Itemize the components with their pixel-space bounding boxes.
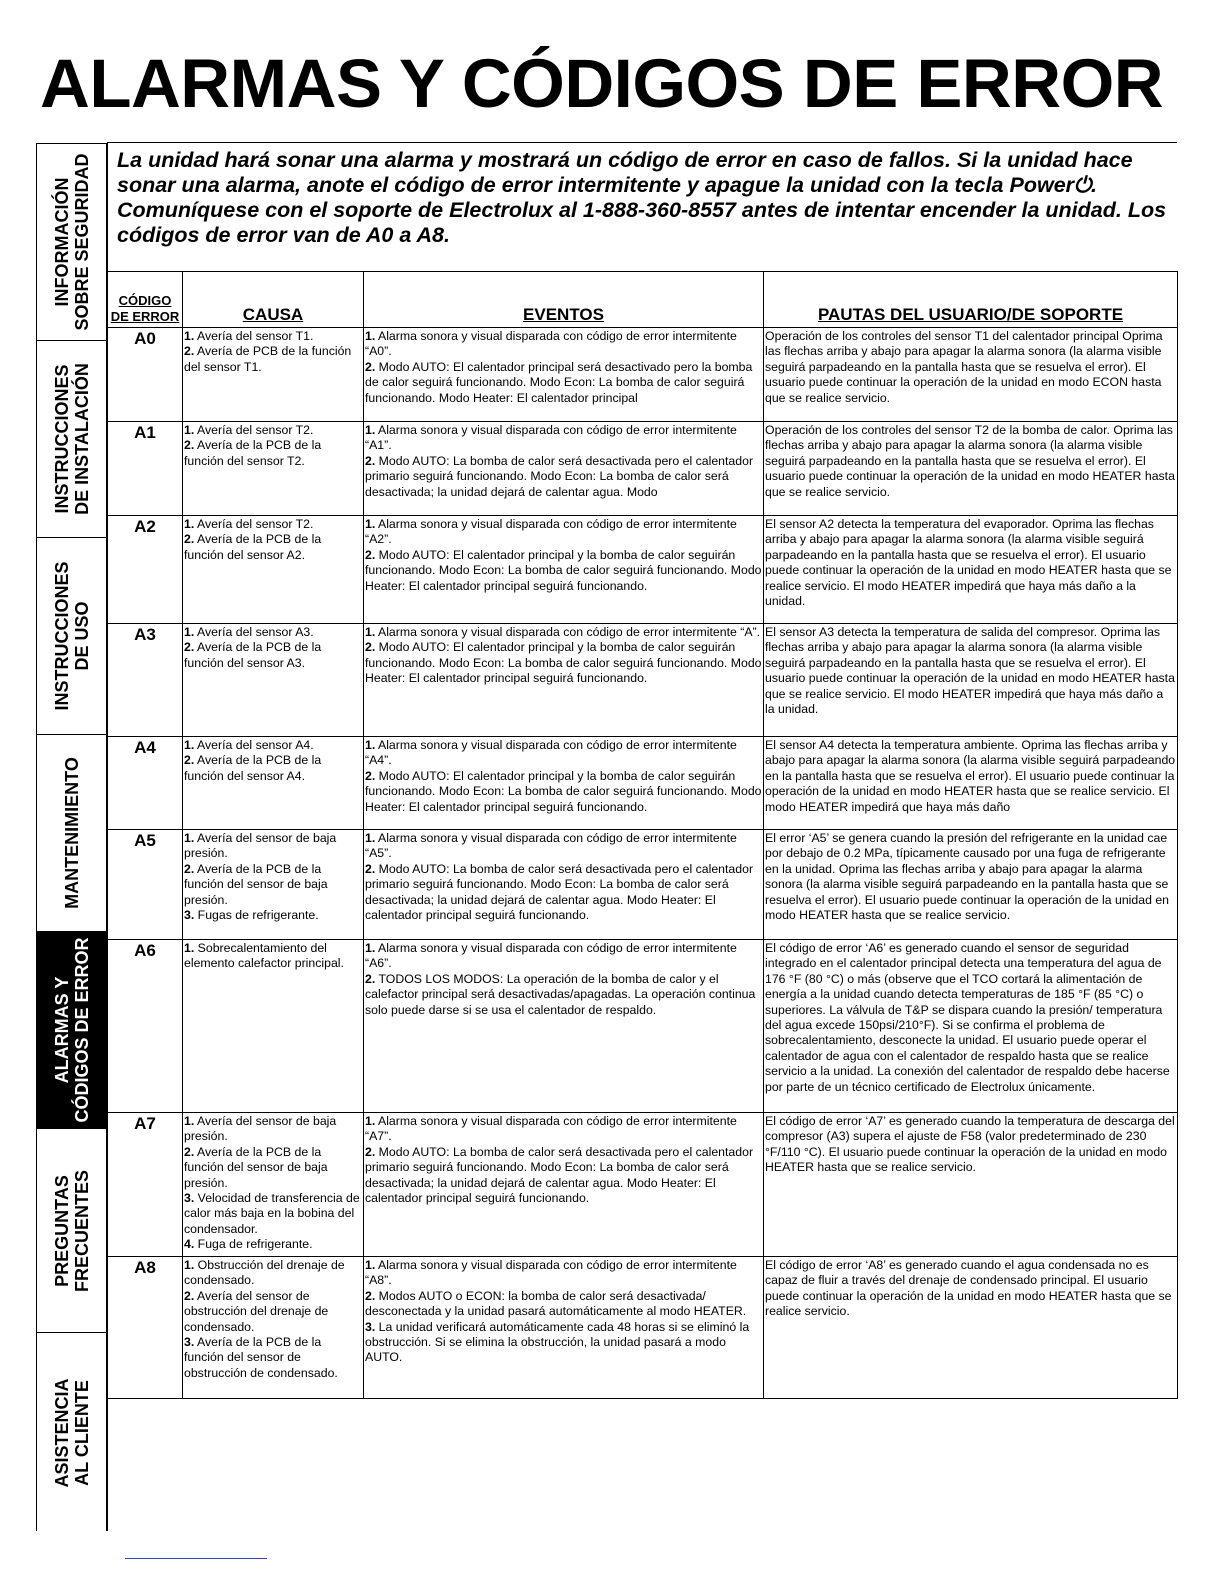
- table-row: [108, 422, 1178, 516]
- header-cause: CAUSA: [183, 272, 364, 328]
- item-number: 2.: [365, 861, 376, 876]
- events-item: [365, 329, 762, 360]
- footer-line: [125, 1558, 267, 1559]
- cause-item: [184, 329, 362, 344]
- item-number: 3.: [184, 1191, 195, 1206]
- item-text: Alarma sonora y visual disparada con código de error intermitente “A6”.: [365, 941, 737, 971]
- item-text: Fugas de refrigerante.: [194, 908, 319, 923]
- table-row: [108, 1113, 1178, 1257]
- cause-cell: [183, 422, 364, 516]
- item-text: Avería de la PCB de la función del sensor de obstrucción de condensado.: [184, 1335, 338, 1380]
- table-row: [108, 624, 1178, 737]
- header-events: EVENTOS: [364, 272, 764, 328]
- guide-cell: Operación de los controles del sensor T2 de la bomba de calor. Oprima las flechas arriba y abajo para apagar la alarma sonora (la alarma visible seguirá parpadeando en la pantalla hasta que se resuelva el error). El usuario puede continuar la operación de la unidad en modo HEATER hasta que se realice servicio.: [764, 422, 1178, 516]
- cause-item: [184, 1335, 362, 1381]
- events-item: [365, 423, 762, 454]
- guide-cell: El código de error ‘A7’ es generado cuando la temperatura de descarga del compresor (A3) supera el ajuste de F58 (valor predeterminado de 230 °F/110 °C). El usuario puede continuar la operación de la unidad en modo HEATER hasta que se realice servicio.: [764, 1113, 1178, 1257]
- item-number: 2.: [365, 971, 376, 986]
- events-item: [365, 738, 762, 769]
- guide-cell: El sensor A4 detecta la temperatura ambiente. Oprima las flechas arriba y abajo para apagar la alarma sonora (la alarma visible seguirá parpadeando en la pantalla hasta que se resuelva el error). El usuario puede continuar la operación de la unidad en modo HEATER hasta que se realice servicio. El modo HEATER impedirá que haya más daño: [764, 737, 1178, 830]
- item-number: 1.: [365, 738, 376, 752]
- item-number: 1.: [365, 1258, 376, 1272]
- events-item: [365, 1114, 762, 1145]
- events-item: [365, 769, 762, 815]
- table-row: [108, 940, 1178, 1113]
- table-row: [108, 1257, 1178, 1399]
- cause-item: [184, 941, 362, 972]
- item-text: Obstrucción del drenaje de condensado.: [184, 1258, 345, 1288]
- events-cell: [364, 1113, 764, 1257]
- guide-cell: El sensor A2 detecta la temperatura del evaporador. Oprima las flechas arriba y abajo para apagar la alarma sonora (la alarma visible seguirá parpadeando en la pantalla hasta que se resuelva el error). El usuario puede continuar la operación de la unidad en modo HEATER hasta que se realice servicio. El modo HEATER impedirá que haya más daño a la unidad.: [764, 516, 1178, 624]
- events-cell: [364, 830, 764, 940]
- item-number: 3.: [184, 1335, 195, 1350]
- cause-cell: [183, 328, 364, 422]
- item-text: Modo AUTO: La bomba de calor será desactivada pero el calentador primario seguirá funcionando. Modo Econ: La bomba de calor será desactivada; la unidad dejará de calentar agua. Modo Heater: El calentador principal seguirá funcionando.: [365, 861, 754, 923]
- cause-cell: [183, 516, 364, 624]
- table-row: [108, 328, 1178, 422]
- item-text: Avería del sensor A4.: [194, 738, 314, 752]
- sidebar-tab-6[interactable]: [37, 1129, 107, 1333]
- item-text: Modo AUTO: El calentador principal y la bomba de calor seguirán funcionando. Modo Econ: La bomba de calor seguirá funcionando. Modo Heater: El calentador principal seguirá funcionando.: [365, 768, 762, 814]
- cause-cell: [183, 830, 364, 940]
- events-item: [365, 972, 762, 1018]
- events-item: [365, 831, 762, 862]
- item-text: Sobrecalentamiento del elemento calefactor principal.: [184, 941, 344, 971]
- item-number: 2.: [365, 359, 376, 374]
- sidebar-tab-2[interactable]: [37, 341, 107, 538]
- error-code: A1: [108, 422, 183, 516]
- sidebar-tab-4[interactable]: [37, 735, 107, 932]
- table-row: [108, 516, 1178, 624]
- item-number: 4.: [184, 1237, 195, 1252]
- table-header-row: [108, 272, 1178, 328]
- item-number: 1.: [365, 517, 376, 531]
- item-text: Alarma sonora y visual disparada con código de error intermitente “A8”.: [365, 1258, 737, 1288]
- item-text: Avería del sensor de baja presión.: [184, 1114, 337, 1144]
- guide-cell: El código de error ‘A6’ es generado cuando el sensor de seguridad integrado en el calentador principal detecta una temperatura del agua de 176 °F (80 °C) o más (observe que el TCO cortará la alimentación de energía a la unidad cuando detecta temperaturas de 185 °F (85 °C) o superiores. La válvula de T&P se dispara cuando la presión/ temperatura del agua excede 150psi/210°F). Si se confirma el problema de sobrecalentamiento, desconecte la unidad. El usuario puede operar el calentador de agua con el calentador de respaldo hasta que se realice servicio a la unidad. La conexión del calentador de respaldo debe hacerse por parte de un técnico certificado de Electrolux únicamente.: [764, 940, 1178, 1113]
- cause-item: [184, 831, 362, 862]
- item-text: Avería del sensor T2.: [194, 423, 314, 437]
- item-text: Modo AUTO: La bomba de calor será desactivada pero el calentador primario seguirá funcionando. Modo Econ: La bomba de calor será desactivada; la unidad dejará de calentar agua. Modo Heater: El calentador principal seguirá funcionando.: [365, 1144, 754, 1206]
- events-item: [365, 1145, 762, 1207]
- cause-cell: [183, 1257, 364, 1399]
- cause-item: [184, 1114, 362, 1145]
- events-cell: [364, 328, 764, 422]
- header-guide: PAUTAS DEL USUARIO/DE SOPORTE: [764, 272, 1178, 328]
- sidebar-tab-3[interactable]: [37, 538, 107, 735]
- cause-item: [184, 738, 362, 753]
- guide-cell: El error ‘A5’ se genera cuando la presión del refrigerante en la unidad cae por debajo de 0.2 MPa, típicamente causado por una fuga de refrigerante en la unidad. Oprima las flechas arriba y abajo para apagar la alarma sonora (la alarma visible seguirá parpadeando en la pantalla hasta que se resuelva el error). El usuario puede continuar la operación de la unidad en modo HEATER hasta que se realice servicio.: [764, 830, 1178, 940]
- item-text: Alarma sonora y visual disparada con código de error intermitente “A4”.: [365, 738, 737, 768]
- item-number: 2.: [365, 1144, 376, 1159]
- events-item: [365, 454, 762, 500]
- events-item: [365, 517, 762, 548]
- item-text: Avería de la PCB de la función del sensor A4.: [184, 753, 322, 783]
- item-number: 1.: [184, 831, 195, 845]
- item-text: Alarma sonora y visual disparada con código de error intermitente “A1”.: [365, 423, 737, 453]
- item-number: 1.: [184, 423, 195, 437]
- cause-item: [184, 344, 362, 375]
- item-number: 1.: [184, 1258, 195, 1272]
- events-item: [365, 1289, 762, 1320]
- item-number: 1.: [365, 941, 376, 955]
- cause-item: [184, 862, 362, 908]
- events-item: [365, 360, 762, 406]
- item-text: Alarma sonora y visual disparada con código de error intermitente “A7”.: [365, 1114, 737, 1144]
- cause-item: [184, 1191, 362, 1237]
- item-text: Fuga de refrigerante.: [194, 1237, 313, 1252]
- sidebar-tab-1[interactable]: [37, 144, 107, 341]
- events-item: [365, 548, 762, 594]
- events-item: [365, 640, 762, 686]
- item-number: 2.: [365, 768, 376, 783]
- events-cell: [364, 940, 764, 1113]
- item-number: 3.: [365, 1319, 376, 1334]
- events-item: [365, 941, 762, 972]
- item-number: 1.: [365, 625, 376, 639]
- cause-item: [184, 625, 362, 640]
- sidebar-tab-label: PREGUNTAS FRECUENTES: [52, 1169, 92, 1292]
- item-number: 2.: [184, 1288, 195, 1303]
- events-cell: [364, 1257, 764, 1399]
- events-item: [365, 1258, 762, 1289]
- item-number: 1.: [184, 625, 195, 639]
- cause-item: [184, 438, 362, 469]
- item-text: Modo AUTO: El calentador principal y la bomba de calor seguirán funcionando. Modo Econ: La bomba de calor seguirá funcionando. Modo Heater: El calentador principal seguirá funcionando.: [365, 640, 762, 686]
- cause-item: [184, 517, 362, 532]
- item-text: Velocidad de transferencia de calor más baja en la bobina del condensador.: [184, 1191, 360, 1236]
- error-code: A0: [108, 328, 183, 422]
- cause-item: [184, 1289, 362, 1335]
- item-number: 1.: [365, 423, 376, 437]
- cause-cell: [183, 737, 364, 830]
- item-text: Avería de PCB de la función del sensor T1.: [184, 344, 352, 374]
- item-text: Modos AUTO o ECON: la bomba de calor será desactivada/ desconectada y la unidad pasará automáticamente al modo HEATER.: [365, 1288, 747, 1319]
- item-number: 2.: [184, 532, 195, 547]
- item-number: 2.: [184, 1144, 195, 1159]
- sidebar-tab-label: INSTRUCCIONES DE USO: [52, 561, 92, 711]
- item-number: 1.: [365, 831, 376, 845]
- error-code: A5: [108, 830, 183, 940]
- sidebar-tab-5[interactable]: [37, 932, 107, 1129]
- cause-item: [184, 908, 362, 923]
- item-number: 2.: [184, 438, 195, 453]
- title-divider: [107, 142, 1177, 143]
- sidebar-tab-label: MANTENIMIENTO: [62, 757, 82, 909]
- sidebar-tab-7[interactable]: [37, 1333, 107, 1532]
- guide-cell: El sensor A3 detecta la temperatura de salida del compresor. Oprima las flechas arriba y abajo para apagar la alarma sonora (la alarma visible seguirá parpadeando en la pantalla hasta que se resuelva el error). El usuario puede continuar la operación de la unidad en modo HEATER hasta que se realice servicio. El modo HEATER impedirá que haya más daño a la unidad.: [764, 624, 1178, 737]
- sidebar-tab-label: INFORMACIÓN SOBRE SEGURIDAD: [52, 153, 92, 331]
- item-text: Avería del sensor de baja presión.: [184, 831, 337, 861]
- item-number: 2.: [184, 640, 195, 655]
- item-number: 2.: [184, 753, 195, 768]
- item-number: 1.: [184, 329, 195, 343]
- item-number: 2.: [184, 344, 195, 359]
- error-code: A7: [108, 1113, 183, 1257]
- item-number: 1.: [184, 1114, 195, 1128]
- cause-cell: [183, 1113, 364, 1257]
- sidebar-tab-label: INSTRUCCIONES DE INSTALACIÓN: [52, 363, 92, 515]
- page-title: ALARMAS Y CÓDIGOS DE ERROR: [40, 45, 1164, 122]
- item-text: Avería del sensor de obstrucción del drenaje de condensado.: [184, 1288, 329, 1334]
- item-text: TODOS LOS MODOS: La operación de la bomba de calor y el calefactor principal será desactivadas/apagadas. La operación continua solo puede darse si se usa el calentador de respaldo.: [365, 971, 756, 1017]
- item-number: 1.: [184, 941, 195, 955]
- item-text: Alarma sonora y visual disparada con código de error intermitente “A”.: [375, 625, 761, 639]
- item-text: Modo AUTO: La bomba de calor será desactivada pero el calentador primario seguirá funcionando. Modo Econ: La bomba de calor será desactivada; la unidad dejará de calentar agua. Modo: [365, 453, 754, 499]
- sidebar-tab-label: ASISTENCIA AL CLIENTE: [52, 1377, 92, 1488]
- item-text: Alarma sonora y visual disparada con código de error intermitente “A0”.: [365, 329, 737, 359]
- item-text: Avería de la PCB de la función del sensor A2.: [184, 532, 322, 562]
- item-text: La unidad verificará automáticamente cada 48 horas si se eliminó la obstrucción. Si se elimina la obstrucción, la unidad pasará a modo AUTO.: [365, 1319, 750, 1365]
- error-code: A2: [108, 516, 183, 624]
- events-cell: [364, 422, 764, 516]
- item-number: 1.: [365, 1114, 376, 1128]
- item-number: 2.: [365, 453, 376, 468]
- intro-paragraph: La unidad hará sonar una alarma y mostrará un código de error en caso de fallos. Si la unidad hace sonar una alarma, anote el código de error intermitente y apague la unidad con la tecla Power⏻. Comuníquese con el soporte de Electrolux al 1-888-360-8557 antes de intentar encender la unidad. Los códigos de error van de A0 a A8.: [117, 148, 1167, 247]
- error-code-table: [107, 271, 1178, 1399]
- cause-item: [184, 423, 362, 438]
- error-code: A4: [108, 737, 183, 830]
- guide-cell: Operación de los controles del sensor T1 del calentador principal Oprima las flechas arriba y abajo para apagar la alarma sonora (la alarma visible seguirá parpadeando en la pantalla hasta que se resuelva el error). El usuario puede continuar la operación de la unidad en modo ECON hasta que se realice servicio.: [764, 328, 1178, 422]
- item-text: Alarma sonora y visual disparada con código de error intermitente “A2”.: [365, 517, 737, 547]
- events-item: [365, 1320, 762, 1366]
- item-text: Modo AUTO: El calentador principal y la bomba de calor seguirán funcionando. Modo Econ: La bomba de calor seguirá funcionando. Modo Heater: El calentador principal seguirá funcionando.: [365, 547, 762, 593]
- error-code: A8: [108, 1257, 183, 1399]
- item-number: 1.: [365, 329, 376, 343]
- item-text: Avería del sensor A3.: [194, 625, 314, 639]
- item-number: 3.: [184, 908, 195, 923]
- item-text: Avería de la PCB de la función del sensor de baja presión.: [184, 1144, 328, 1190]
- cause-cell: [183, 940, 364, 1113]
- item-number: 2.: [365, 640, 376, 655]
- item-text: Modo AUTO: El calentador principal será desactivado pero la bomba de calor seguirá funcionando. Modo Econ: La bomba de calor seguirá funcionando. Modo Heater: El calentador principal: [365, 359, 753, 405]
- item-number: 2.: [365, 1288, 376, 1303]
- table-row: [108, 737, 1178, 830]
- events-item: [365, 625, 762, 640]
- events-cell: [364, 737, 764, 830]
- item-number: 1.: [184, 738, 195, 752]
- events-cell: [364, 516, 764, 624]
- sidebar-tab-label: ALARMAS Y CÓDIGOS DE ERROR: [52, 937, 92, 1123]
- table-row: [108, 830, 1178, 940]
- item-text: Avería del sensor T2.: [194, 517, 314, 531]
- item-text: Avería de la PCB de la función del sensor T2.: [184, 438, 322, 468]
- cause-item: [184, 640, 362, 671]
- events-item: [365, 862, 762, 924]
- item-text: Alarma sonora y visual disparada con código de error intermitente “A5”.: [365, 831, 737, 861]
- item-number: 2.: [365, 547, 376, 562]
- item-number: 1.: [184, 517, 195, 531]
- item-text: Avería de la PCB de la función del sensor de baja presión.: [184, 861, 328, 907]
- item-text: Avería de la PCB de la función del sensor A3.: [184, 640, 322, 670]
- cause-item: [184, 753, 362, 784]
- item-number: 2.: [184, 861, 195, 876]
- error-code: A3: [108, 624, 183, 737]
- section-sidebar: [36, 143, 107, 1531]
- item-text: Avería del sensor T1.: [194, 329, 314, 343]
- guide-cell: El código de error ‘A8’ es generado cuando el agua condensada no es capaz de fluir a través del drenaje de condensado principal. El usuario puede continuar la operación de la unidad en modo HEATER hasta que se realice servicio.: [764, 1257, 1178, 1399]
- cause-item: [184, 1145, 362, 1191]
- cause-item: [184, 1258, 362, 1289]
- cause-item: [184, 532, 362, 563]
- error-code: A6: [108, 940, 183, 1113]
- events-cell: [364, 624, 764, 737]
- header-code: CÓDIGO DE ERROR: [108, 272, 183, 328]
- cause-item: [184, 1237, 362, 1252]
- cause-cell: [183, 624, 364, 737]
